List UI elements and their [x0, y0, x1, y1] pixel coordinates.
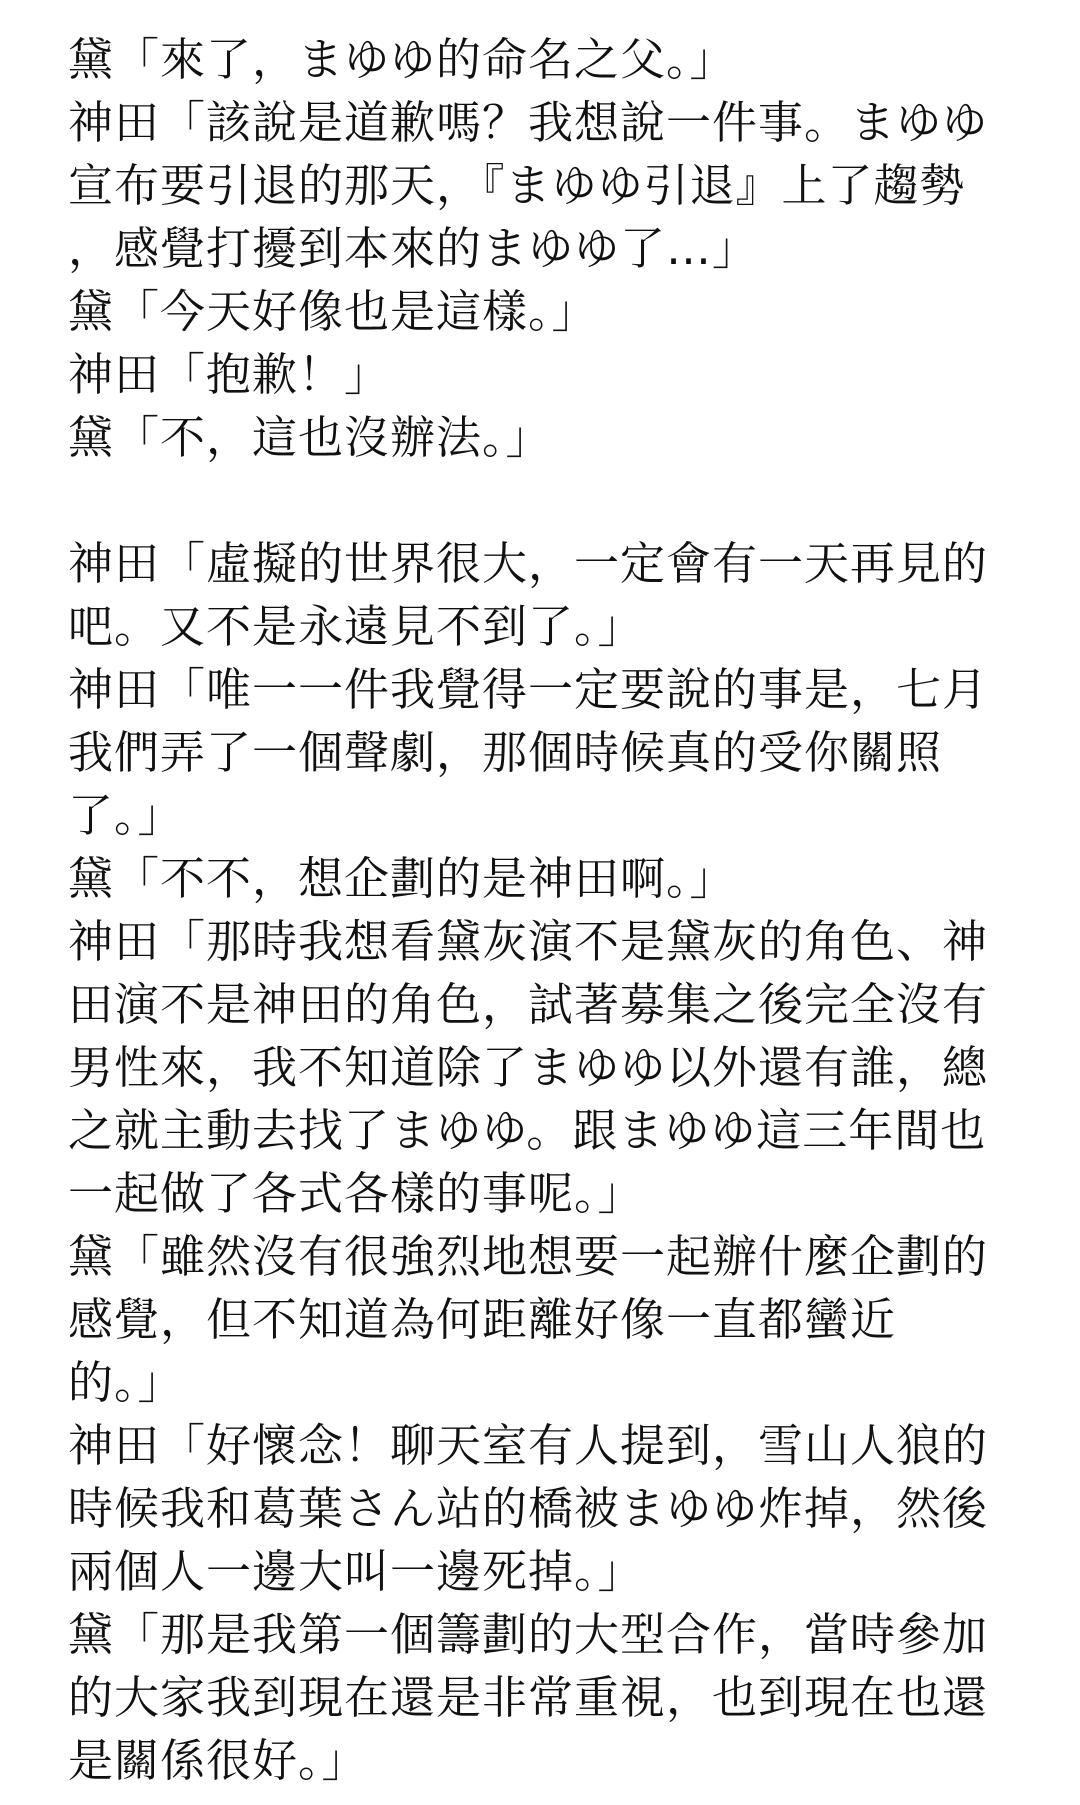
text-line: 的。」 — [68, 1356, 184, 1409]
text-line: 黛「雖然沒有很強烈地想要一起辦什麼企劃的 — [68, 1230, 989, 1283]
text-line: 宣布要引退的那天，『まゆゆ引退』上了趨勢 — [68, 159, 966, 212]
text-line: 了。」 — [68, 789, 184, 842]
text-line: 的大家我到現在還是非常重視，也到現在也還 — [68, 1671, 989, 1724]
text-line: 黛「那是我第一個籌劃的大型合作，當時參加 — [68, 1608, 989, 1661]
text-line: 黛「不，這也沒辦法。」 — [68, 411, 552, 464]
blank-line — [68, 469, 1028, 532]
text-line: 田演不是神田的角色，試著募集之後完全沒有 — [68, 978, 989, 1031]
text-line: 神田「虛擬的世界很大，一定會有一天再見的 — [68, 537, 989, 590]
text-line: 神田「那時我想看黛灰演不是黛灰的角色、神 — [68, 915, 989, 968]
text-line: 神田「抱歉！」 — [68, 348, 391, 401]
text-line: 神田「唯一一件我覺得一定要說的事是，七月 — [68, 663, 989, 716]
text-line: 感覺，但不知道為何距離好像一直都蠻近 — [68, 1293, 897, 1346]
document-text — [68, 28, 1028, 1792]
text-line: 兩個人一邊大叫一邊死掉。」 — [68, 1545, 644, 1598]
text-line: 神田「該說是道歉嗎？我想說一件事。まゆゆ — [68, 96, 989, 149]
text-line: 黛「不不，想企劃的是神田啊。」 — [68, 852, 736, 905]
text-line: 我們弄了一個聲劇，那個時候真的受你關照 — [68, 726, 943, 779]
text-line: 之就主動去找了まゆゆ。跟まゆゆ這三年間也 — [68, 1104, 987, 1157]
text-line: 一起做了各式各樣的事呢。」 — [68, 1167, 644, 1220]
text-line: 吧。又不是永遠見不到了。」 — [68, 600, 644, 653]
text-line: 神田「好懷念！聊天室有人提到，雪山人狼的 — [68, 1419, 989, 1472]
text-line: 時候我和葛葉さん站的橋被まゆゆ炸掉，然後 — [68, 1482, 989, 1535]
text-line: 是關係很好。」 — [68, 1734, 368, 1787]
text-line: 男性來，我不知道除了まゆゆ以外還有誰，總 — [68, 1041, 989, 1094]
text-line: 黛「來了，まゆゆ的命名之父。」 — [68, 33, 736, 86]
text-line: 黛「今天好像也是這樣。」 — [68, 285, 598, 338]
text-line: ，感覺打擾到本來的まゆゆ了…」 — [68, 222, 759, 275]
